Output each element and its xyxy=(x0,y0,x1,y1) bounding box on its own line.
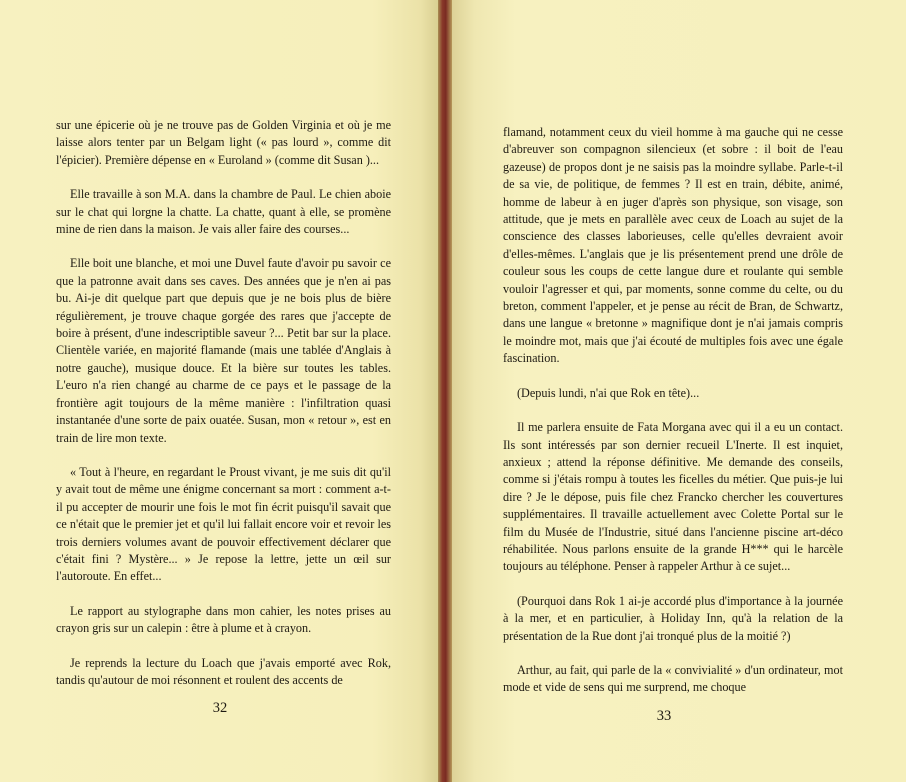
paragraph: Elle travaille à son M.A. dans la chambre de Paul. Le chien aboie sur le chat qui lorgne la chatte. La chatte, quant à elle, se promène mine de rien dans la maison. Je vais aller faire des courses... xyxy=(56,187,391,237)
paragraph: Le rapport au stylographe dans mon cahier, les notes prises au crayon gris sur un calepin : être à plume et à crayon. xyxy=(56,603,391,636)
paragraph: Elle boit une blanche, et moi une Duvel faute d'avoir pu savoir ce que la patronne avait dans ses caves. Des années que je n'en ai pas bu. Ai-je dit quelque part que depuis que je ne bois plus de bière régulièrement, je trouve chaque gorgée des rares que j'accepte de boire à présent, d'une indescriptible saveur ?... Petit bar sur la place. Clientèle variée, en majorité flamande (mais une tablée d'Anglais à notre gauche), musique douce. Et la bière sur toutes les tables. L'euro n'a rien changé au charme de ce pays et le passage de la frontière agit toujours de la même manière : l'infiltration quasi instantanée d'une sorte de paix ouatée. Susan, mon « retour », est en train de lire mon texte. xyxy=(56,256,391,445)
paragraph: Je reprends la lecture du Loach que j'avais emporté avec Rok, tandis qu'autour de moi résonnent et roulent des accents de xyxy=(56,655,391,687)
paragraph: (Depuis lundi, n'ai que Rok en tête)... xyxy=(517,385,700,400)
book-gutter xyxy=(438,0,452,782)
paragraph: sur une épicerie où je ne trouve pas de Golden Virginia et où je me laisse alors tenter par un Belgam light (« pas lourd », comme dit l'épicier). Première dépense en « Euroland » (comme dit Susan )... xyxy=(56,118,391,167)
right-page-text xyxy=(503,124,843,697)
paragraph: Il me parlera ensuite de Fata Morgana avec qui il a eu un contact. Ils sont intéressés par son dernier recueil L'Inerte. Il est inquiet, anxieux ; attend la réponse définitive. Me demande des conseils, comme si j'étais rompu à toutes les ficelles du métier. Que puis-je lui dire ? Je le dépose, puis file chez Francko chercher les couvertures supplémentaires. Il travaille actuellement avec Colette Portal sur le film du Musée de l'Industrie, situé dans l'ancienne piscine art-déco réhabilitée. Nous parlons ensuite de la grande H*** qui le harcèle toujours au téléphone. Penser à rappeler Arthur à ce sujet... xyxy=(503,420,843,574)
left-page-text xyxy=(56,117,391,689)
page-number: 33 xyxy=(656,708,672,724)
right-page xyxy=(452,0,906,782)
paragraph: Arthur, au fait, qui parle de la « convivialité » d'un ordinateur, mot mode et vide de sens qui me surprend, me choque xyxy=(503,662,843,695)
paragraph: (Pourquoi dans Rok 1 ai-je accordé plus d'importance à la journée à la mer, et en particulier, à Holiday Inn, qu'à la relation de la présentation de la Rue dont j'ai tronqué plus de la moitié ?) xyxy=(503,593,843,643)
paragraph: flamand, notamment ceux du vieil homme à ma gauche qui ne cesse d'abreuver son compagnon silencieux (et sobre : il boit de l'eau gazeuse) de propos dont je ne saisis pas la moindre syllabe. Parle-t-il de sa vie, de politique, de femmes ? Il est en train, débite, animé, homme de labeur à en juger d'après son physique, son visage, son attitude, que je mets en parallèle avec ceux de Loach au sujet de la conscience des classes laborieuses, celle qu'elles devraient avoir d'elles-mêmes. L'anglais que je lis présentement prend une drôle de couleur sous les coups de cette langue dure et roulante qui semble vouloir l'agresser et qui, par moments, sonne comme du celte, ou du breton, comment l'appeler, et je pense au récit de Bran, de Schwartz, dans une langue « bretonne » magnifique dont je n'ai jamais compris le moindre mot, mais que j'ai écouté de multiples fois avec une égale fascination. xyxy=(503,125,843,366)
page-number: 32 xyxy=(212,700,228,716)
left-page xyxy=(0,0,438,782)
paragraph: « Tout à l'heure, en regardant le Proust vivant, je me suis dit qu'il y avait tout de même une énigme concernant sa mort : comment a-t-il pu accepter de mourir une fois le mot fin écrit puisqu'il savait que ce n'était que le premier jet et qu'il lui fallait encore voir et revoir les trois derniers volumes avant de pouvoir effectivement déclarer que c'était fini ? Mystère... » Je repose la lettre, jette un œil sur l'autoroute. En effet... xyxy=(56,464,391,584)
